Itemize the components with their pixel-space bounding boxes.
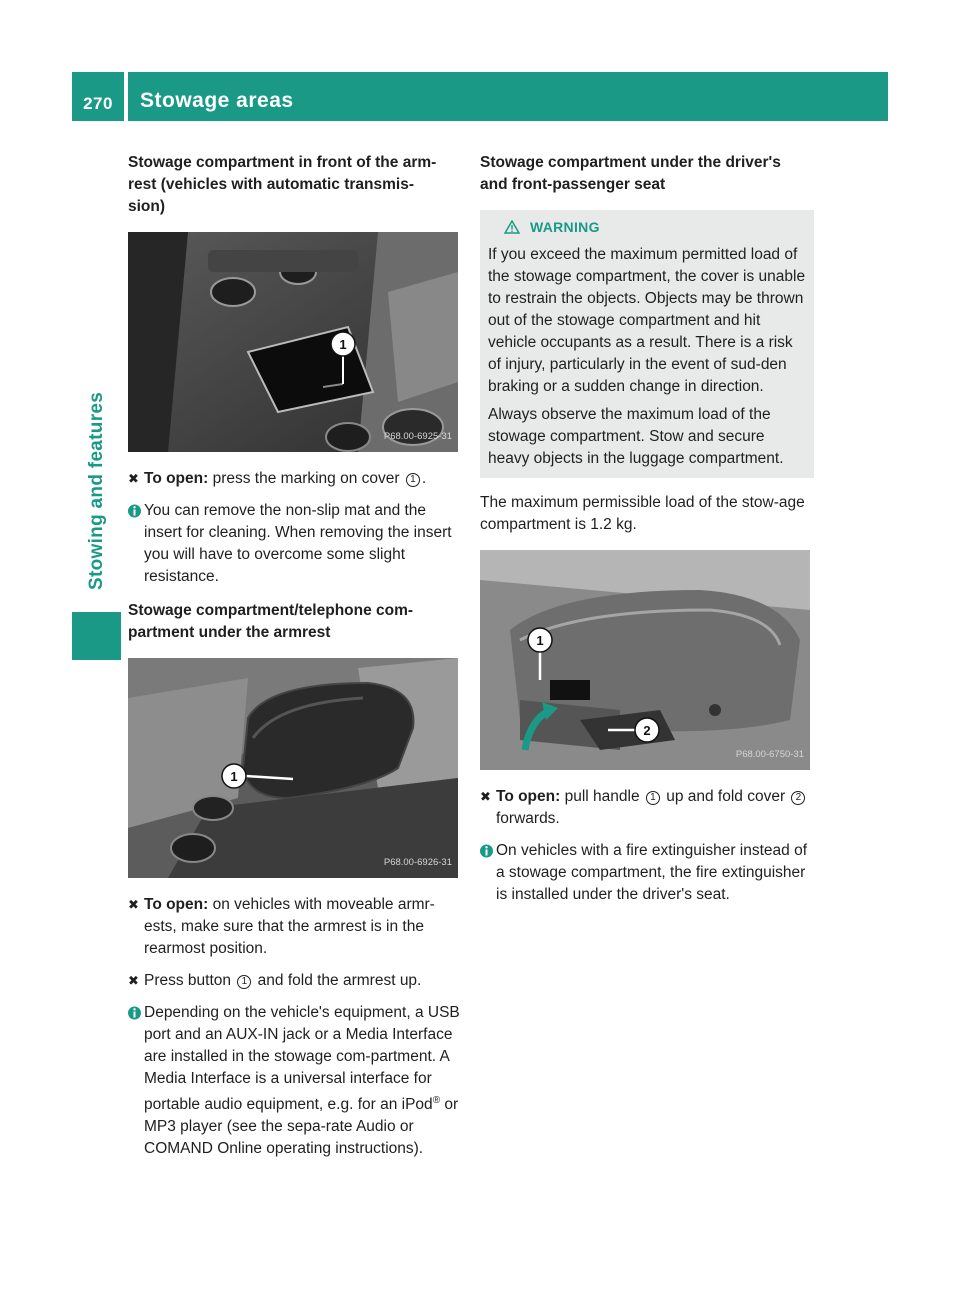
section-heading-armrest-front: Stowage compartment in front of the arm- rest (vehicles with automatic transmis- sion)	[128, 154, 437, 215]
info-note-fire-extinguisher: On vehicles with a fire extinguisher instead of a stowage compartment, the fire extinguisher is installed under the driver's seat.	[480, 840, 814, 906]
callout-1-icon: 1	[237, 975, 251, 989]
page-title: Stowage areas	[140, 89, 294, 112]
step-open-under-seat: ✖ To open: pull handle 1 up and fold cover 2 forwards.	[480, 786, 814, 830]
max-load-text: The maximum permissible load of the stow-age compartment is 1.2 kg.	[480, 494, 805, 533]
step-arrow-icon: ✖	[128, 973, 139, 988]
side-tab-block	[72, 612, 121, 660]
header-divider	[124, 72, 128, 121]
svg-text:1: 1	[536, 633, 544, 648]
image-code: P68.00-6750-31	[735, 749, 804, 760]
svg-text:2: 2	[643, 723, 651, 738]
warning-paragraph-1: If you exceed the maximum permitted load of the stowage compartment, the cover is unable to restrain the objects. Objects may be thrown out of the stowage compartment and hit vehicle occupants as a result. There is a risk of injury, particularly in the event of sud-den braking or a sudden change in direction.	[488, 246, 806, 395]
section-heading-under-seat: Stowage compartment under the driver's and front-passenger seat	[480, 154, 781, 193]
image-code: P68.00-6925-31	[383, 431, 452, 442]
info-note-media-interface: Depending on the vehicle's equipment, a USB port and an AUX-IN jack or a Media Interface are installed in the stowage com-partment. A Media Interface is a universal interface for portable audio equipment, e.g. for an iPod® or MP3 player (see the sepa-rate Audio or COMAND Online operating instructions).	[128, 1002, 462, 1160]
step-arrow-icon: ✖	[128, 471, 139, 486]
step-arrow-icon: ✖	[128, 897, 139, 912]
step-arrow-icon: ✖	[480, 789, 491, 804]
step-press-button: ✖ Press button 1 and fold the armrest up.	[128, 970, 462, 992]
warning-triangle-icon	[504, 220, 520, 234]
info-icon	[128, 1005, 141, 1021]
callout-1-icon: 1	[646, 791, 660, 805]
section-heading-armrest-under: Stowage compartment/telephone com- partment under the armrest	[128, 602, 414, 641]
callout-2-icon: 2	[791, 791, 805, 805]
info-note-cleaning: You can remove the non-slip mat and the insert for cleaning. When removing the insert you will have to overcome some slight resistance.	[128, 500, 462, 588]
svg-text:1: 1	[339, 337, 347, 352]
warning-box	[480, 210, 814, 478]
right-column	[480, 152, 814, 918]
info-icon	[480, 843, 493, 859]
callout-1-icon: 1	[406, 473, 420, 487]
info-icon	[128, 503, 141, 519]
step-open-console: ✖ To open: press the marking on cover 1 .	[128, 468, 462, 490]
image-code: P68.00-6926-31	[383, 857, 452, 868]
photo-under-seat-compartment	[480, 550, 810, 770]
side-tab-label: Stowing and features	[86, 391, 107, 590]
page-number: 270	[83, 94, 113, 113]
photo-center-console-compartment	[128, 232, 458, 452]
svg-text:1: 1	[230, 769, 238, 784]
warning-paragraph-2: Always observe the maximum load of the stowage compartment. Stow and secure heavy objects in the luggage compartment.	[488, 406, 784, 467]
warning-header	[488, 216, 806, 238]
step-open-armrest: ✖ To open: on vehicles with moveable armr-ests, make sure that the armrest is in the rearmost position.	[128, 896, 435, 957]
warning-title: WARNING	[530, 219, 600, 235]
photo-armrest	[128, 658, 458, 878]
left-column	[128, 152, 462, 1172]
